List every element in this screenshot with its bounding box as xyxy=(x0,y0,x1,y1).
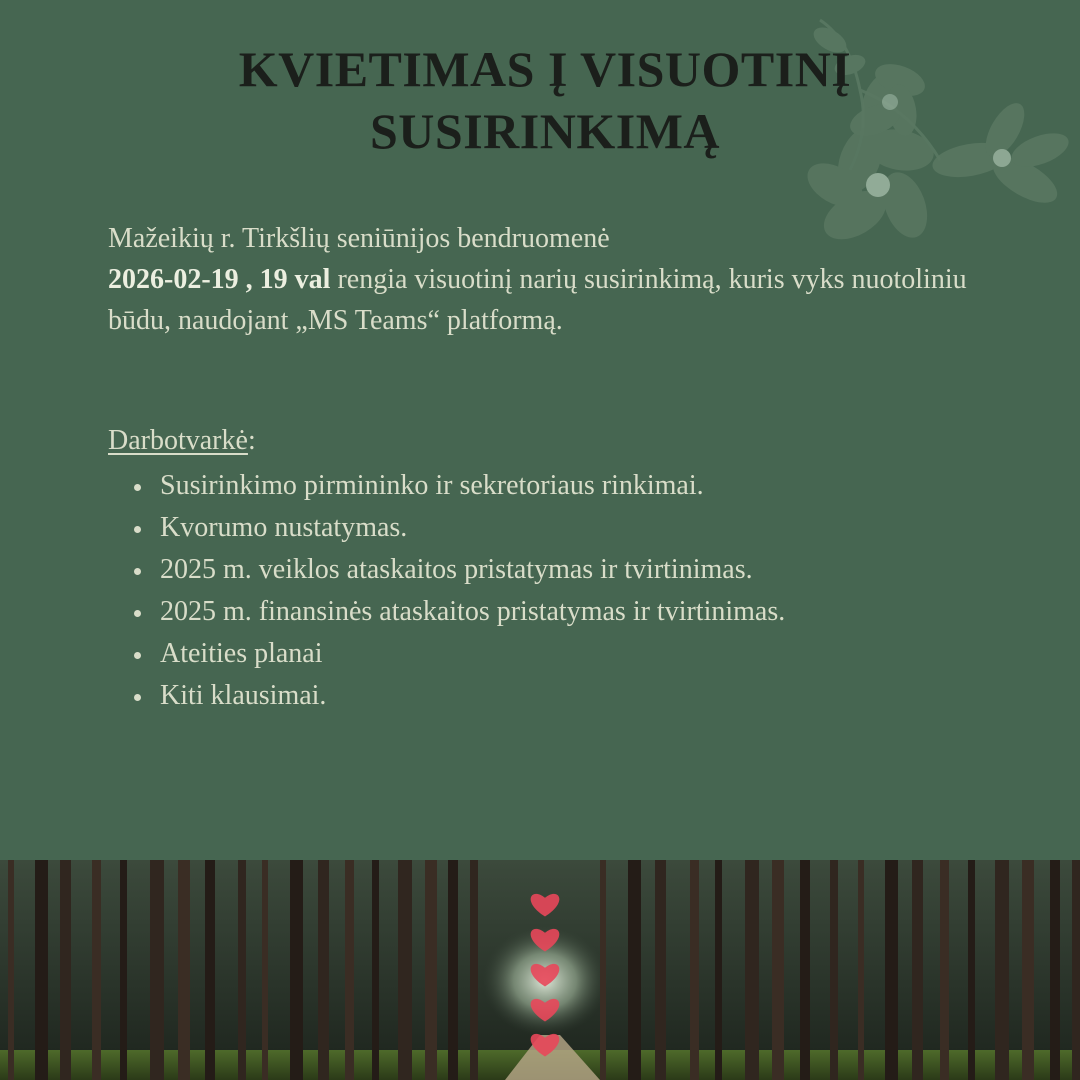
tree-trunk xyxy=(885,860,898,1080)
tree-trunk xyxy=(398,860,412,1080)
tree-trunk xyxy=(290,860,303,1080)
tree-trunk xyxy=(150,860,164,1080)
agenda-item: Ateities planai xyxy=(160,633,1060,675)
tree-trunk xyxy=(345,860,354,1080)
tree-trunk xyxy=(690,860,699,1080)
tree-trunk xyxy=(120,860,127,1080)
agenda-item: 2025 m. finansinės ataskaitos pristatymas ir tvirtinimas. xyxy=(160,591,1060,633)
agenda-list xyxy=(108,465,1060,717)
tree-trunk xyxy=(800,860,810,1080)
tree-trunk xyxy=(448,860,458,1080)
tree-trunk xyxy=(205,860,215,1080)
title-line-1: KVIETIMAS Į VISUOTINĮ xyxy=(238,41,852,97)
agenda-heading-colon: : xyxy=(247,425,256,456)
tree-trunk xyxy=(470,860,478,1080)
tree-trunk xyxy=(178,860,190,1080)
tree-trunk xyxy=(912,860,923,1080)
agenda-item: 2025 m. veiklos ataskaitos pristatymas ir tvirtinimas. xyxy=(160,549,1060,591)
intro-details: rengia visuotinį narių susirinkimą, kuris vyks nuotoliniu būdu, naudojant „MS Teams“ platformą. xyxy=(108,264,967,336)
tree-trunk xyxy=(60,860,71,1080)
tree-trunk xyxy=(830,860,838,1080)
tree-trunk xyxy=(858,860,864,1080)
tree-trunk xyxy=(1022,860,1034,1080)
page-title xyxy=(0,38,1080,162)
agenda-item: Kvorumo nustatymas. xyxy=(160,507,1060,549)
intro-paragraph xyxy=(108,218,1008,341)
agenda-item: Susirinkimo pirmininko ir sekretoriaus rinkimai. xyxy=(160,465,1060,507)
tree-trunk xyxy=(1050,860,1060,1080)
tree-trunk xyxy=(600,860,606,1080)
intro-organizer: Mažeikių r. Tirkšlių seniūnijos bendruomenė xyxy=(108,223,610,254)
agenda-item: Kiti klausimai. xyxy=(160,675,1060,717)
tree-trunk xyxy=(238,860,246,1080)
title-line-2: SUSIRINKIMĄ xyxy=(369,103,720,159)
tree-trunk xyxy=(425,860,437,1080)
tree-trunk xyxy=(655,860,666,1080)
tree-trunk xyxy=(8,860,14,1080)
forest-path-image xyxy=(0,860,1080,1080)
tree-trunk xyxy=(318,860,329,1080)
tree-trunk xyxy=(262,860,268,1080)
agenda-heading-label: Darbotvarkė xyxy=(108,425,248,456)
meeting-datetime: 2026-02-19 , 19 val xyxy=(108,264,331,295)
tree-trunk xyxy=(92,860,101,1080)
tree-trunk xyxy=(968,860,975,1080)
tree-trunk xyxy=(995,860,1009,1080)
agenda-heading xyxy=(108,420,256,461)
tree-trunk xyxy=(35,860,48,1080)
tree-trunk xyxy=(628,860,641,1080)
tree-trunk xyxy=(940,860,949,1080)
tree-trunk xyxy=(772,860,784,1080)
tree-trunk xyxy=(715,860,722,1080)
tree-trunk xyxy=(372,860,379,1080)
tree-trunk xyxy=(745,860,759,1080)
tree-trunk xyxy=(1072,860,1080,1080)
